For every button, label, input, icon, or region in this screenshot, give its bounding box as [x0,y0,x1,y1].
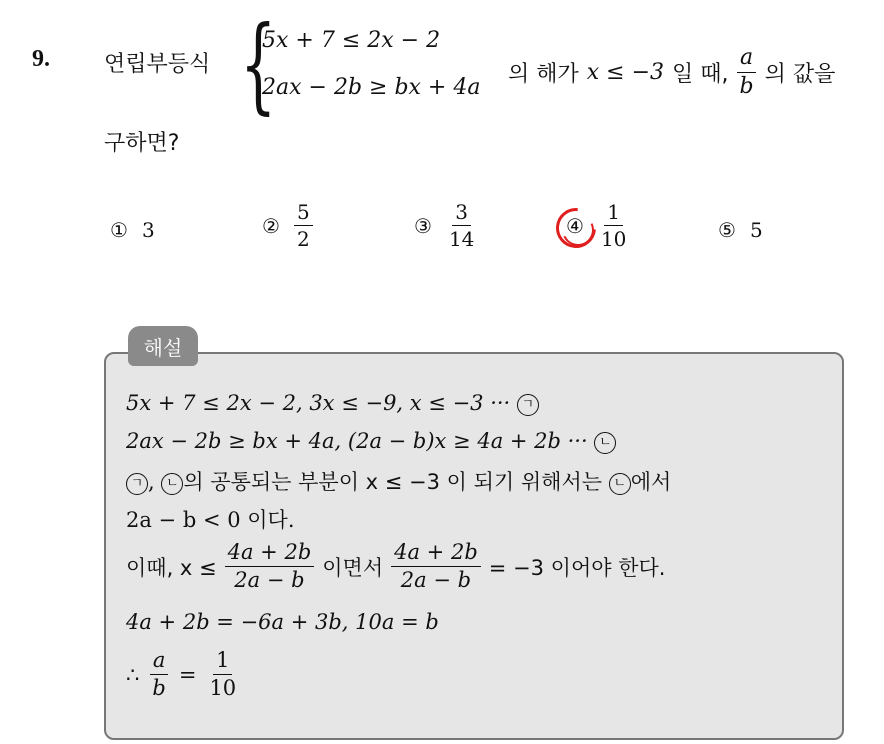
choice-fraction [294,202,313,249]
fraction-denominator: b [152,676,166,700]
solution-line-1 [126,391,539,416]
question-condition: x ≤ −3 [586,60,665,85]
inequality-1: 5x + 7 ≤ 2x − 2 [262,28,441,53]
question-line-2: 구하면? [104,131,180,156]
fraction-denominator: 10 [209,676,237,700]
fraction-denominator: b [739,74,754,99]
choice-value: 5 [749,218,763,242]
choice-mark: ② [262,213,280,238]
solution-comma: , [148,470,162,494]
fraction-denominator: 2a − b [234,568,305,592]
equals-sign: = [178,662,197,687]
fraction-numerator: 4a + 2b [225,542,315,567]
solution-fraction-2 [391,542,481,591]
question-middle: 의 해가 [508,62,579,87]
solution-line-3-text: 의 공통되는 부분이 x ≤ −3 이 되기 위해서는 [183,470,603,494]
fraction-denominator: 10 [600,227,627,251]
fraction-numerator: 4a + 2b [391,542,481,567]
fraction-numerator: 5 [294,202,313,226]
choice-mark: ④ [566,213,584,238]
choice-mark: ③ [414,213,432,238]
solution-line-7 [126,650,239,699]
question-when: 일 때, [672,62,729,87]
question-number: 9. [32,46,50,72]
circled-mark-nieun: ㄴ [594,432,616,454]
system-brace: { [240,3,277,125]
fraction-numerator: a [737,47,756,73]
solution-line-4: 2a − b < 0 이다. [126,508,295,532]
question-prefix: 연립부등식 [104,52,211,77]
solution-line-3-end: 에서 [630,470,672,494]
circled-mark-giyeok: ㄱ [126,473,148,495]
question-fraction [737,47,757,98]
fraction-denominator: 2a − b [400,568,472,592]
solution-line-3 [126,466,671,496]
fraction-numerator: a [150,650,169,675]
solution-line-1-text: 5x + 7 ≤ 2x − 2, 3x ≤ −9, x ≤ −3 ··· [126,391,511,415]
solution-line-5-start: 이때, x ≤ [126,555,217,580]
circled-mark-giyeok: ㄱ [517,394,539,416]
solution-fraction-1 [225,542,315,591]
choice-4[interactable] [566,202,629,249]
fraction-numerator: 3 [452,202,471,226]
fraction-numerator: 1 [604,202,623,226]
answer-fraction-value [206,650,239,699]
solution-line-6: 4a + 2b = −6a + 3b, 10a = b [126,610,439,634]
solution-line-5 [126,542,665,591]
therefore-symbol: ∴ [126,662,140,687]
choice-value: 3 [141,218,155,242]
solution-line-5-end: = −3 이어야 한다. [488,555,666,580]
circled-mark-nieun: ㄴ [609,473,631,495]
choice-5[interactable] [718,218,763,242]
fraction-denominator: 14 [448,227,475,251]
solution-line-5-middle: 이면서 [322,555,384,580]
choice-3[interactable] [414,202,477,249]
answer-fraction-ab [149,650,168,699]
choice-1[interactable] [110,218,155,242]
question-condition-line [508,47,835,98]
circled-mark-nieun: ㄴ [161,473,183,495]
solution-line-2 [126,429,616,454]
solution-tag: 해설 [128,326,198,366]
choice-mark: ① [110,218,128,242]
solution-line-2-text: 2ax − 2b ≥ bx + 4a, (2a − b)x ≥ 4a + 2b ··· [126,429,588,453]
inequality-2: 2ax − 2b ≥ bx + 4a [262,75,481,100]
choice-fraction [598,202,629,249]
question-suffix: 의 값을 [764,62,836,87]
choice-fraction [446,202,477,249]
fraction-denominator: 2 [296,227,310,251]
choice-2[interactable] [262,202,313,249]
choice-mark: ⑤ [718,218,736,242]
fraction-numerator: 1 [213,650,232,675]
